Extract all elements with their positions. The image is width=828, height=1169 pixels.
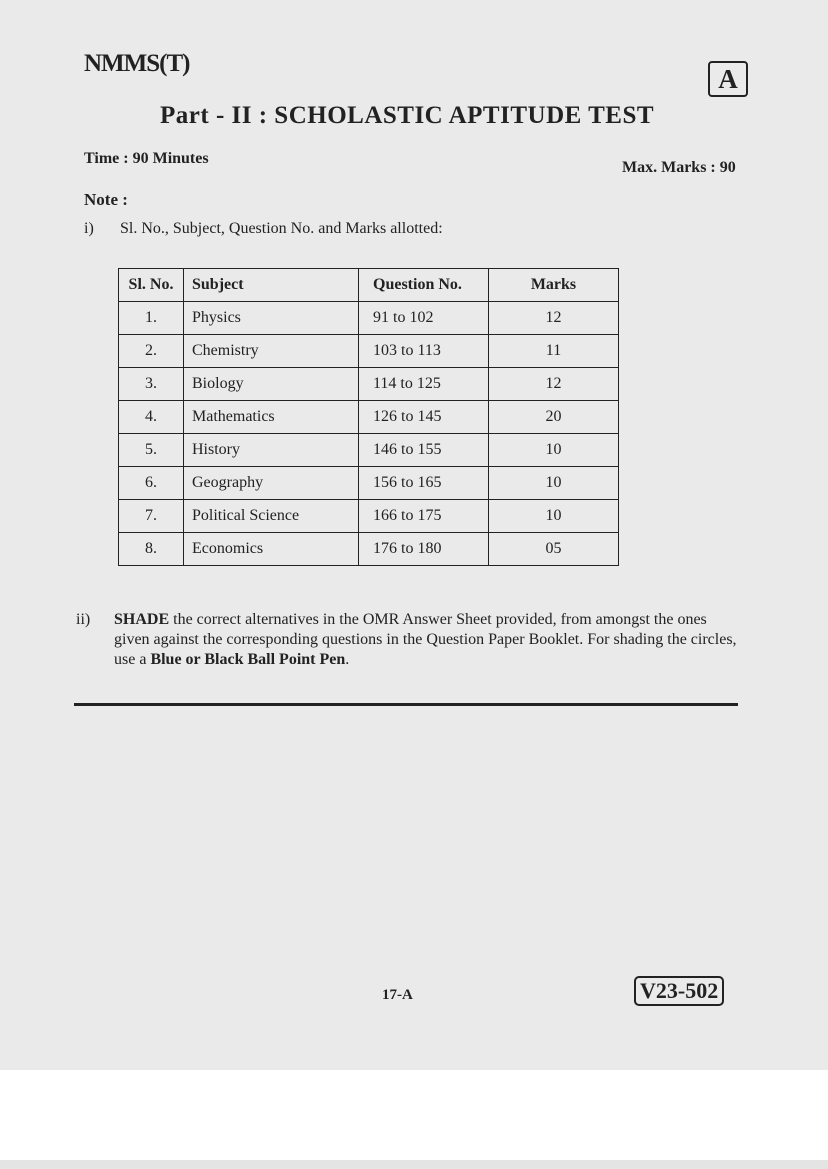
page-edge: [0, 1160, 828, 1169]
cell-question-no: 176 to 180: [359, 533, 489, 566]
header-marks: Marks: [489, 269, 619, 302]
cell-subject: Chemistry: [184, 335, 359, 368]
cell-marks: 20: [489, 401, 619, 434]
table-row: [119, 335, 619, 368]
cell-sl-no: 6.: [119, 467, 184, 500]
cell-question-no: 103 to 113: [359, 335, 489, 368]
cell-question-no: 146 to 155: [359, 434, 489, 467]
cell-marks: 12: [489, 302, 619, 335]
table-row: [119, 533, 619, 566]
table-row: [119, 401, 619, 434]
instruction-text: the correct alternatives in the OMR Answer Sheet provided, from amongst the ones given against the corresponding questions in the Question Paper Booklet. For shading the circles, use a: [114, 611, 737, 668]
table-row: [119, 500, 619, 533]
divider: [74, 703, 738, 706]
cell-subject: Physics: [184, 302, 359, 335]
subject-table: [118, 268, 619, 566]
set-letter-box: A: [708, 61, 748, 97]
table-header-row: [119, 269, 619, 302]
note-item-text: Sl. No., Subject, Question No. and Marks allotted:: [120, 220, 443, 237]
header-question-no: Question No.: [359, 269, 489, 302]
cell-subject: Biology: [184, 368, 359, 401]
cell-question-no: 126 to 145: [359, 401, 489, 434]
header-sl-no: Sl. No.: [119, 269, 184, 302]
shade-emphasis: SHADE: [114, 611, 170, 628]
cell-subject: Geography: [184, 467, 359, 500]
note-item-2: [76, 610, 740, 670]
pen-emphasis: Blue or Black Ball Point Pen: [150, 651, 346, 668]
note-item-number: i): [84, 220, 94, 237]
cell-subject: History: [184, 434, 359, 467]
cell-sl-no: 8.: [119, 533, 184, 566]
cell-marks: 11: [489, 335, 619, 368]
paper-code: V23-502: [634, 976, 724, 1006]
cell-marks: 10: [489, 434, 619, 467]
time-allowed: Time : 90 Minutes: [84, 150, 209, 167]
exam-code: NMMS(T): [84, 50, 190, 77]
max-marks: Max. Marks : 90: [622, 159, 736, 176]
table-row: [119, 434, 619, 467]
cell-subject: Political Science: [184, 500, 359, 533]
cell-marks: 05: [489, 533, 619, 566]
cell-sl-no: 4.: [119, 401, 184, 434]
note-item-number: ii): [76, 611, 91, 628]
cell-question-no: 166 to 175: [359, 500, 489, 533]
note-item-1: [84, 220, 443, 238]
header-subject: Subject: [184, 269, 359, 302]
note-label: Note :: [84, 190, 128, 209]
page-number: 17-A: [382, 987, 413, 1003]
cell-marks: 10: [489, 500, 619, 533]
cell-sl-no: 1.: [119, 302, 184, 335]
cell-subject: Economics: [184, 533, 359, 566]
cell-question-no: 114 to 125: [359, 368, 489, 401]
cell-question-no: 156 to 165: [359, 467, 489, 500]
note-item-text: [114, 610, 740, 670]
cell-marks: 10: [489, 467, 619, 500]
page-title: Part - II : SCHOLASTIC APTITUDE TEST: [160, 102, 655, 129]
cell-sl-no: 2.: [119, 335, 184, 368]
cell-sl-no: 7.: [119, 500, 184, 533]
cell-marks: 12: [489, 368, 619, 401]
table-row: [119, 302, 619, 335]
cell-subject: Mathematics: [184, 401, 359, 434]
table-row: [119, 467, 619, 500]
instruction-end: .: [345, 651, 350, 668]
cell-sl-no: 3.: [119, 368, 184, 401]
cell-sl-no: 5.: [119, 434, 184, 467]
cell-question-no: 91 to 102: [359, 302, 489, 335]
table-row: [119, 368, 619, 401]
